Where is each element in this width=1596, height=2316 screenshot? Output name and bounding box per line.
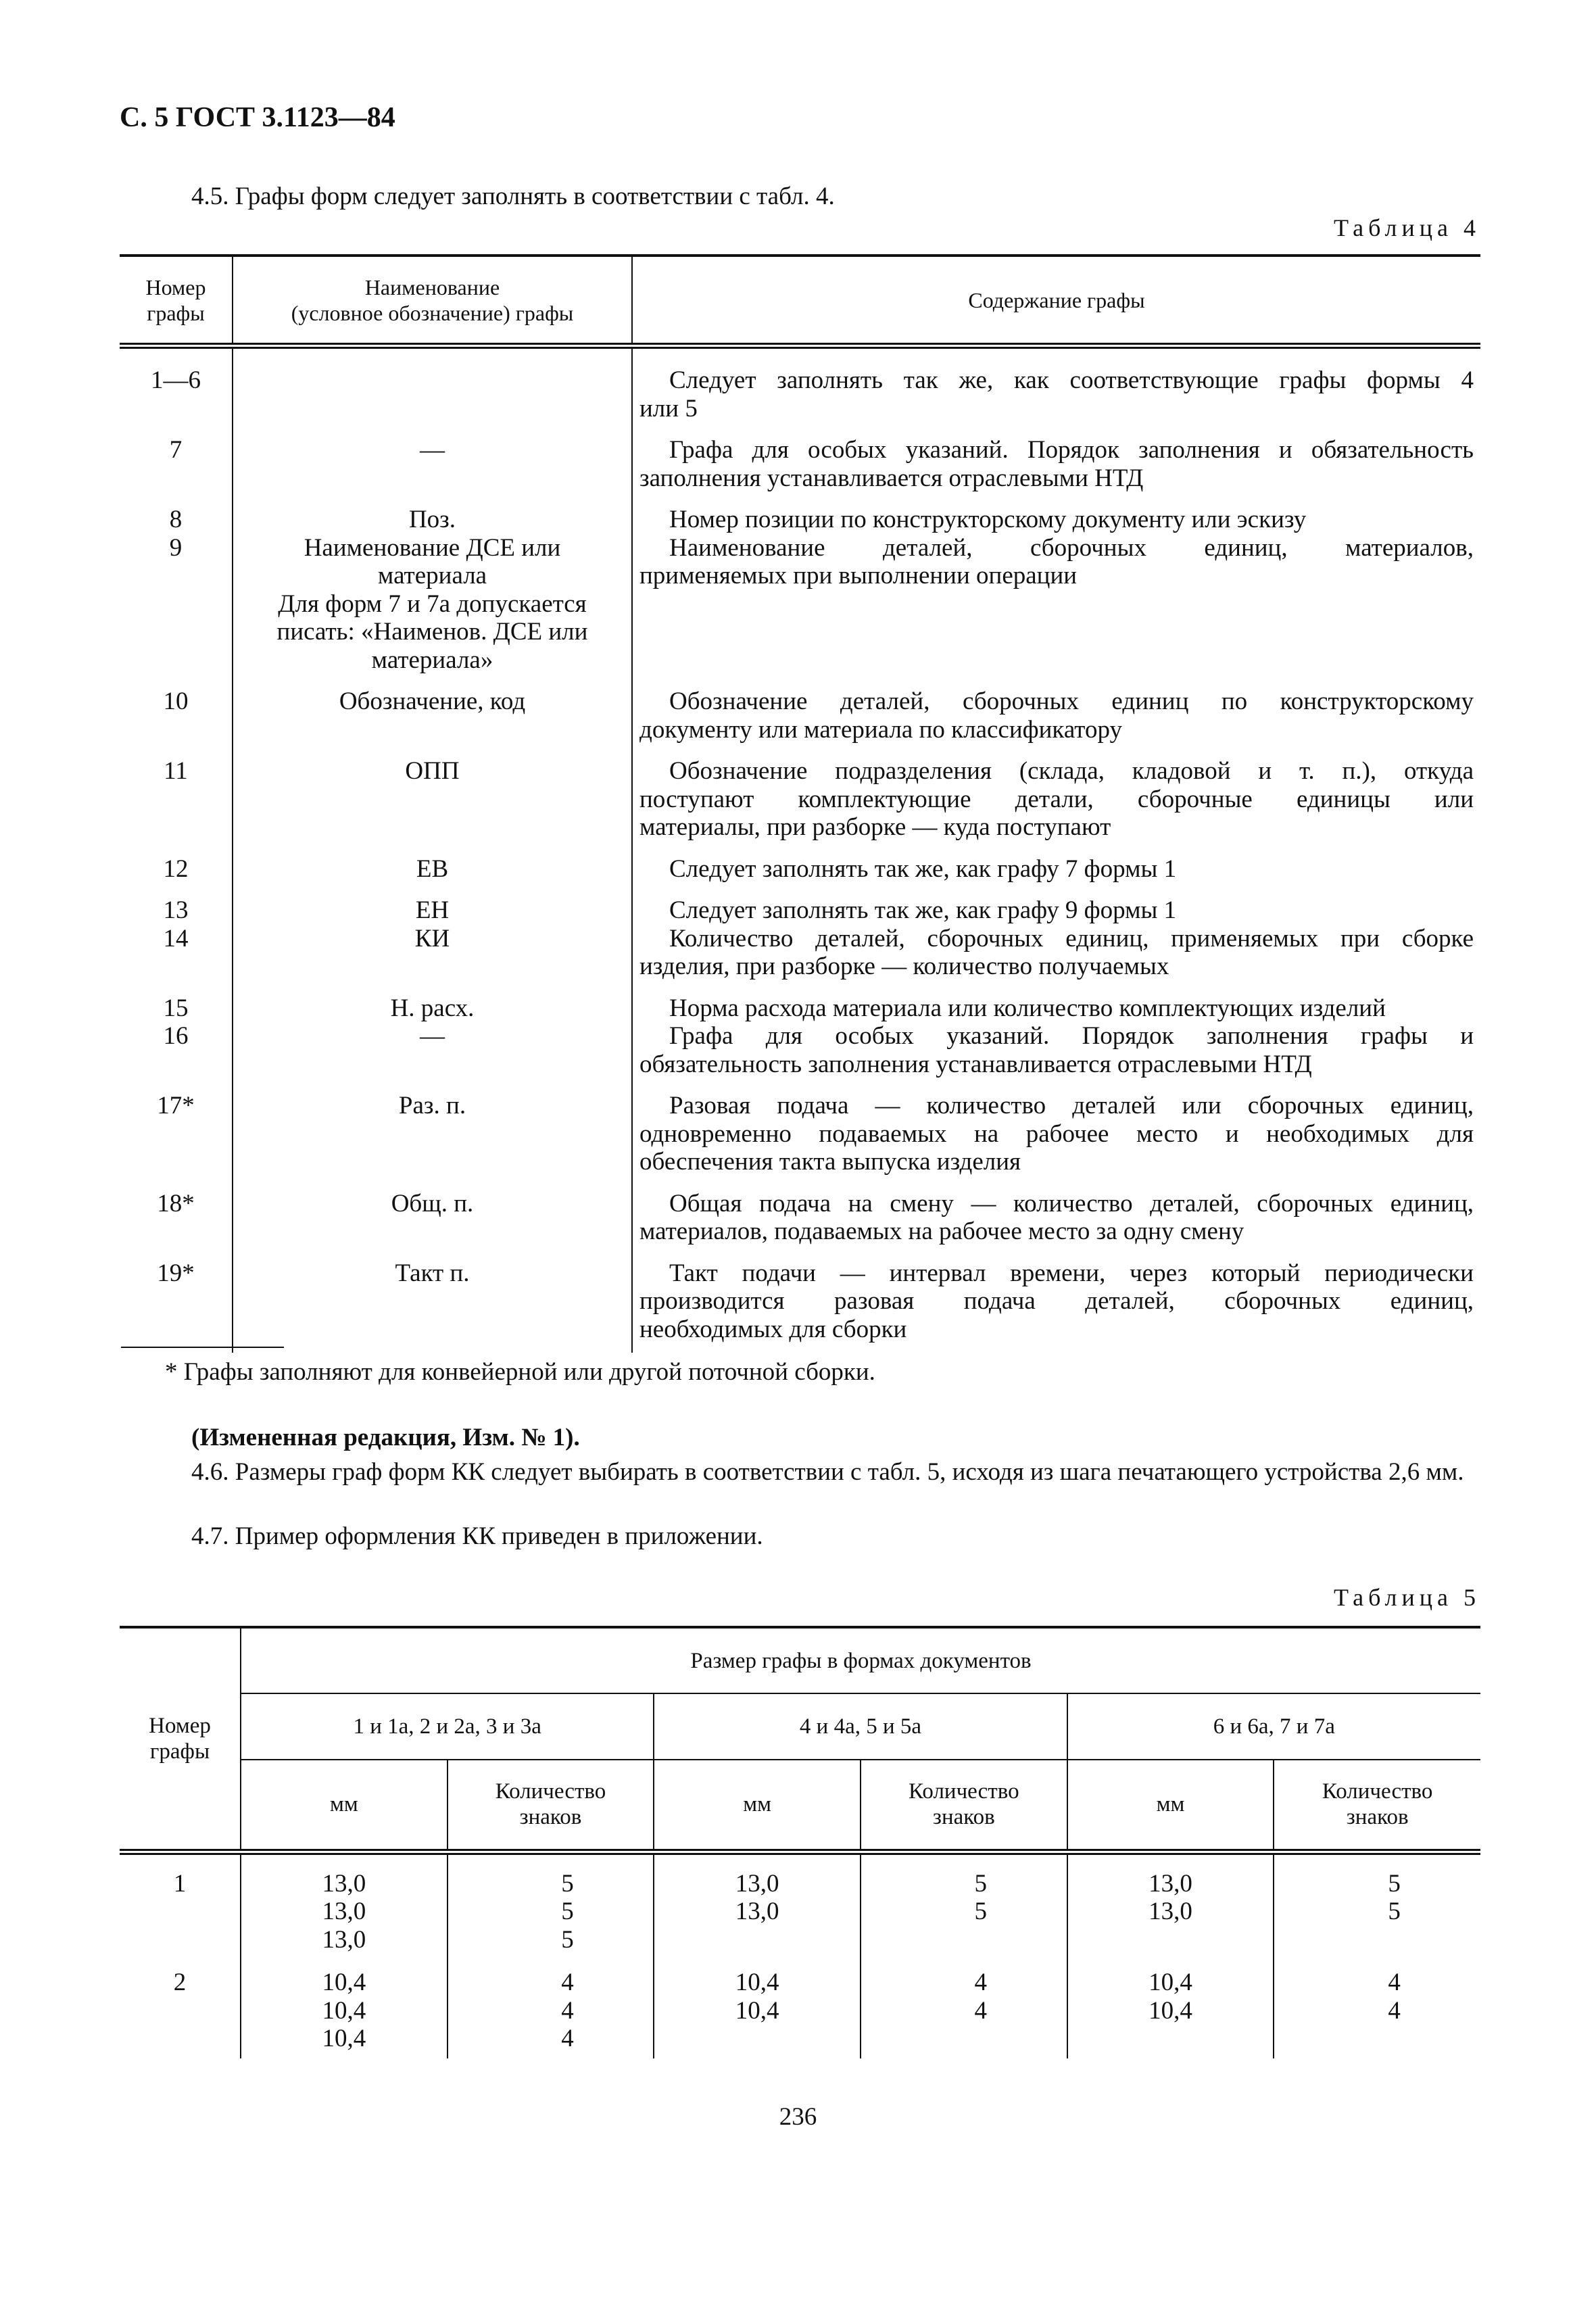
cell-name xyxy=(233,349,633,423)
cell-content xyxy=(633,1022,1480,1078)
cell-content xyxy=(633,1078,1480,1176)
cell-chars xyxy=(448,1852,654,1954)
name-line: — xyxy=(420,436,445,464)
chars-value: 5 xyxy=(1388,1898,1401,1925)
table-4-header xyxy=(120,254,1480,349)
header-line: (условное обозначение) графы xyxy=(291,300,574,325)
cell-chars xyxy=(1274,1852,1480,1954)
subheader-mm: мм xyxy=(241,1760,448,1852)
header-line: Содержание графы xyxy=(968,287,1145,312)
cell-content xyxy=(633,981,1480,1023)
name-line: Наименование ДСЕ или xyxy=(304,533,561,562)
chars-value: 5 xyxy=(561,1925,574,1954)
cell-number xyxy=(120,349,233,423)
header-size-group: Размер графы в формах документов xyxy=(241,1627,1480,1693)
name-line: Для форм 7 и 7а допускается xyxy=(278,589,587,618)
header-line: Номер xyxy=(145,274,206,299)
header-forms-1: 1 и 1а, 2 и 2а, 3 и 3а xyxy=(241,1693,654,1760)
table-row xyxy=(120,981,1480,1023)
table-5 xyxy=(120,1626,1480,2058)
cell-name xyxy=(233,492,633,534)
content-line: заполнения устанавливается отраслевыми НТД xyxy=(639,464,1144,492)
content-line: Следует заполнять так же, как соответствующие графы формы 4 xyxy=(669,366,1474,394)
subheader-chars xyxy=(861,1760,1067,1852)
chars-value: 5 xyxy=(974,1869,988,1898)
name-line: материала xyxy=(377,562,487,589)
cell-number xyxy=(120,534,233,675)
mm-value: 10,4 xyxy=(1148,1996,1192,2025)
row-number: 12 xyxy=(163,854,189,883)
cell-name xyxy=(233,1246,633,1353)
content-line: материалов, подаваемых на рабочее место за одну смену xyxy=(639,1217,1244,1245)
cell-number xyxy=(120,744,233,842)
table-row xyxy=(120,1078,1480,1176)
cell-number xyxy=(120,925,233,981)
cell-number xyxy=(120,674,233,744)
name-line: КИ xyxy=(414,924,450,952)
content-line: необходимых для сборки xyxy=(639,1315,907,1343)
mm-value: 13,0 xyxy=(735,1869,779,1898)
content-line: Разовая подача — количество деталей или сборочных единиц, xyxy=(669,1092,1474,1119)
cell-number xyxy=(120,1022,233,1078)
row-number: 18* xyxy=(157,1189,195,1217)
chars-value: 5 xyxy=(561,1869,574,1898)
cell-mm xyxy=(654,1954,861,2058)
revision-note: (Измененная редакция, Изм. № 1). xyxy=(191,1424,580,1451)
table-4-caption: Таблица 4 xyxy=(1334,214,1480,241)
header-name xyxy=(233,257,633,343)
cell-number xyxy=(120,1176,233,1246)
cell-name xyxy=(233,744,633,842)
content-line: документу или материала по классификатору xyxy=(639,715,1122,744)
cell-content xyxy=(633,492,1480,534)
chars-value: 4 xyxy=(974,1996,988,2025)
paragraph-4-6: 4.6. Размеры граф форм КК следует выбирать в соответствии с табл. 5, исходя из шага печатающего устройства 2,6 мм. xyxy=(191,1458,1464,1486)
cell-number xyxy=(120,842,233,884)
name-line: — xyxy=(420,1022,445,1050)
mm-value: 13,0 xyxy=(322,1925,366,1954)
content-line: поступают комплектующие детали, сборочные единицы или xyxy=(639,785,1474,813)
cell-content xyxy=(633,842,1480,884)
subheader-chars-line: знаков xyxy=(519,1805,582,1830)
content-line: материалы, при разборке — куда поступают xyxy=(639,813,1111,841)
mm-value: 13,0 xyxy=(322,1898,366,1925)
subheader-chars xyxy=(448,1760,654,1852)
table-row xyxy=(120,925,1480,981)
mm-value: 13,0 xyxy=(1148,1869,1192,1898)
cell-number: 1 xyxy=(120,1852,241,1954)
subheader-mm: мм xyxy=(654,1760,861,1852)
cell-content xyxy=(633,925,1480,981)
table-4-body xyxy=(120,349,1480,1353)
cell-content xyxy=(633,674,1480,744)
name-line: Такт п. xyxy=(395,1259,470,1287)
content-line: Обозначение подразделения (склада, кладовой и т. п.), откуда xyxy=(669,757,1474,785)
table-row xyxy=(120,423,1480,492)
subheader-chars-line: знаков xyxy=(1346,1805,1409,1830)
name-line: Н. расх. xyxy=(390,994,475,1022)
paragraph-4-5: 4.5. Графы форм следует заполнять в соответствии с табл. 4. xyxy=(191,183,835,210)
cell-mm xyxy=(1067,1852,1274,1954)
table-row xyxy=(120,1954,1480,2058)
row-number: 19* xyxy=(157,1259,195,1287)
name-line: Обозначение, код xyxy=(339,687,526,715)
cell-number xyxy=(120,1078,233,1176)
cell-chars xyxy=(861,1954,1067,2058)
name-line: Раз. п. xyxy=(398,1092,466,1119)
table-row xyxy=(120,674,1480,744)
table-row xyxy=(120,1852,1480,1954)
page-header: С. 5 ГОСТ 3.1123—84 xyxy=(120,102,395,133)
name-line: ЕВ xyxy=(416,854,449,883)
cell-mm xyxy=(241,1954,448,2058)
subheader-chars-line: Количество xyxy=(495,1779,606,1804)
content-line: Наименование деталей, сборочных единиц, материалов, xyxy=(669,533,1474,562)
cell-chars xyxy=(861,1852,1067,1954)
footnote: * Графы заполняют для конвейерной или другой поточной сборки. xyxy=(165,1358,875,1386)
name-line: Общ. п. xyxy=(391,1189,474,1217)
row-number: 8 xyxy=(169,506,183,533)
content-line: изделия, при разборке — количество получаемых xyxy=(639,952,1169,980)
mm-value: 10,4 xyxy=(735,1996,779,2025)
content-line: Норма расхода материала или количество комплектующих изделий xyxy=(669,994,1386,1022)
header-number-line: Номер xyxy=(149,1713,211,1738)
row-number: 13 xyxy=(163,896,189,924)
footnote-divider xyxy=(121,1347,284,1348)
paragraph-4-7: 4.7. Пример оформления КК приведен в приложении. xyxy=(191,1522,763,1550)
name-line: писать: «Наименов. ДСЕ или xyxy=(276,618,588,646)
cell-content xyxy=(633,1176,1480,1246)
chars-value: 4 xyxy=(561,1969,574,1996)
cell-content xyxy=(633,534,1480,675)
content-line: обеспечения такта выпуска изделия xyxy=(639,1148,1021,1176)
cell-number: 2 xyxy=(120,1954,241,2058)
row-number: 1—6 xyxy=(151,366,201,394)
content-line: Общая подача на смену — количество деталей, сборочных единиц, xyxy=(669,1189,1474,1217)
name-line: Поз. xyxy=(408,506,456,533)
row-number: 17* xyxy=(157,1092,195,1119)
header-content-text xyxy=(968,287,1144,313)
content-line: Графа для особых указаний. Порядок заполнения и обязательность xyxy=(669,436,1474,464)
cell-number xyxy=(120,492,233,534)
chars-value: 5 xyxy=(1388,1869,1401,1898)
row-number: 7 xyxy=(169,436,183,464)
row-number: 14 xyxy=(163,924,189,952)
cell-content xyxy=(633,423,1480,492)
subheader-chars-line: Количество xyxy=(1322,1779,1433,1804)
subheader-chars-line: Количество xyxy=(909,1779,1019,1804)
subheader-chars-line: знаков xyxy=(932,1805,995,1830)
content-line: одновременно подаваемых на рабочее место и необходимых для xyxy=(639,1119,1474,1148)
row-number: 9 xyxy=(169,533,183,562)
cell-name xyxy=(233,925,633,981)
cell-name xyxy=(233,1176,633,1246)
header-number-line: графы xyxy=(149,1739,210,1764)
content-line: производится разовая подача деталей, сборочных единиц, xyxy=(639,1287,1474,1315)
name-line: материала» xyxy=(371,646,493,674)
table-row xyxy=(120,744,1480,842)
header-forms-6: 6 и 6а, 7 и 7а xyxy=(1067,1693,1480,1760)
header-number-text xyxy=(146,274,206,326)
cell-number xyxy=(120,423,233,492)
cell-mm xyxy=(241,1852,448,1954)
content-line: Следует заполнять так же, как графу 9 формы 1 xyxy=(669,896,1177,924)
cell-name xyxy=(233,842,633,884)
subheader-mm: мм xyxy=(1067,1760,1274,1852)
chars-value: 5 xyxy=(561,1898,574,1925)
page-number: 236 xyxy=(779,2103,817,2131)
chars-value: 5 xyxy=(974,1898,988,1925)
cell-name xyxy=(233,981,633,1023)
content-line: Обозначение деталей, сборочных единиц по конструкторскому xyxy=(669,687,1474,715)
mm-value: 13,0 xyxy=(735,1898,779,1925)
header-number xyxy=(120,1627,241,1852)
header-number xyxy=(120,257,233,343)
mm-value: 10,4 xyxy=(322,1996,366,2025)
mm-value: 10,4 xyxy=(322,1969,366,1996)
chars-value: 4 xyxy=(561,2025,574,2052)
mm-value: 13,0 xyxy=(1148,1898,1192,1925)
content-line: Номер позиции по конструкторскому документу или эскизу xyxy=(669,506,1307,533)
content-line: Графа для особых указаний. Порядок заполнения графы и xyxy=(669,1022,1474,1050)
cell-number xyxy=(120,883,233,925)
cell-name xyxy=(233,534,633,675)
content-line: Следует заполнять так же, как графу 7 формы 1 xyxy=(669,854,1177,883)
row-number: 16 xyxy=(163,1022,189,1050)
mm-value: 10,4 xyxy=(322,2025,366,2052)
cell-name xyxy=(233,1078,633,1176)
name-line: ОПП xyxy=(405,757,460,785)
table-row xyxy=(120,1176,1480,1246)
row-number: 15 xyxy=(163,994,189,1022)
header-forms-4: 4 и 4а, 5 и 5а xyxy=(654,1693,1067,1760)
mm-value: 13,0 xyxy=(322,1869,366,1898)
chars-value: 4 xyxy=(1388,1996,1401,2025)
cell-content xyxy=(633,883,1480,925)
content-line: применяемых при выполнении операции xyxy=(639,562,1078,589)
subheader-chars xyxy=(1274,1760,1480,1852)
table-row xyxy=(120,1022,1480,1078)
cell-content xyxy=(633,349,1480,423)
chars-value: 4 xyxy=(974,1969,988,1996)
table-5-caption: Таблица 5 xyxy=(1334,1584,1480,1611)
header-line: Наименование xyxy=(364,274,500,299)
table-row xyxy=(120,842,1480,884)
mm-value: 10,4 xyxy=(1148,1969,1192,1996)
cell-name xyxy=(233,1022,633,1078)
table-row xyxy=(120,883,1480,925)
header-line: графы xyxy=(147,300,205,325)
cell-name xyxy=(233,883,633,925)
cell-mm xyxy=(654,1852,861,1954)
table-row xyxy=(120,1246,1480,1353)
content-line: или 5 xyxy=(639,394,698,423)
cell-content xyxy=(633,1246,1480,1353)
header-content xyxy=(633,257,1480,343)
cell-content xyxy=(633,744,1480,842)
table-row xyxy=(120,492,1480,534)
table-row xyxy=(120,349,1480,423)
mm-value: 10,4 xyxy=(735,1969,779,1996)
cell-chars xyxy=(1274,1954,1480,2058)
row-number: 10 xyxy=(163,687,189,715)
table-row xyxy=(120,534,1480,675)
cell-mm xyxy=(1067,1954,1274,2058)
content-line: Количество деталей, сборочных единиц, применяемых при сборке xyxy=(669,924,1474,952)
cell-number xyxy=(120,1246,233,1353)
table-4 xyxy=(120,254,1480,1353)
chars-value: 4 xyxy=(561,1996,574,2025)
name-line: ЕН xyxy=(415,896,450,924)
row-number: 11 xyxy=(164,757,188,785)
header-name-text xyxy=(291,274,574,326)
cell-chars xyxy=(448,1954,654,2058)
content-line: обязательность заполнения устанавливается отраслевыми НТД xyxy=(639,1050,1312,1078)
cell-name xyxy=(233,423,633,492)
chars-value: 4 xyxy=(1388,1969,1401,1996)
content-line: Такт подачи — интервал времени, через который периодически xyxy=(669,1259,1474,1287)
cell-name xyxy=(233,674,633,744)
cell-number xyxy=(120,981,233,1023)
